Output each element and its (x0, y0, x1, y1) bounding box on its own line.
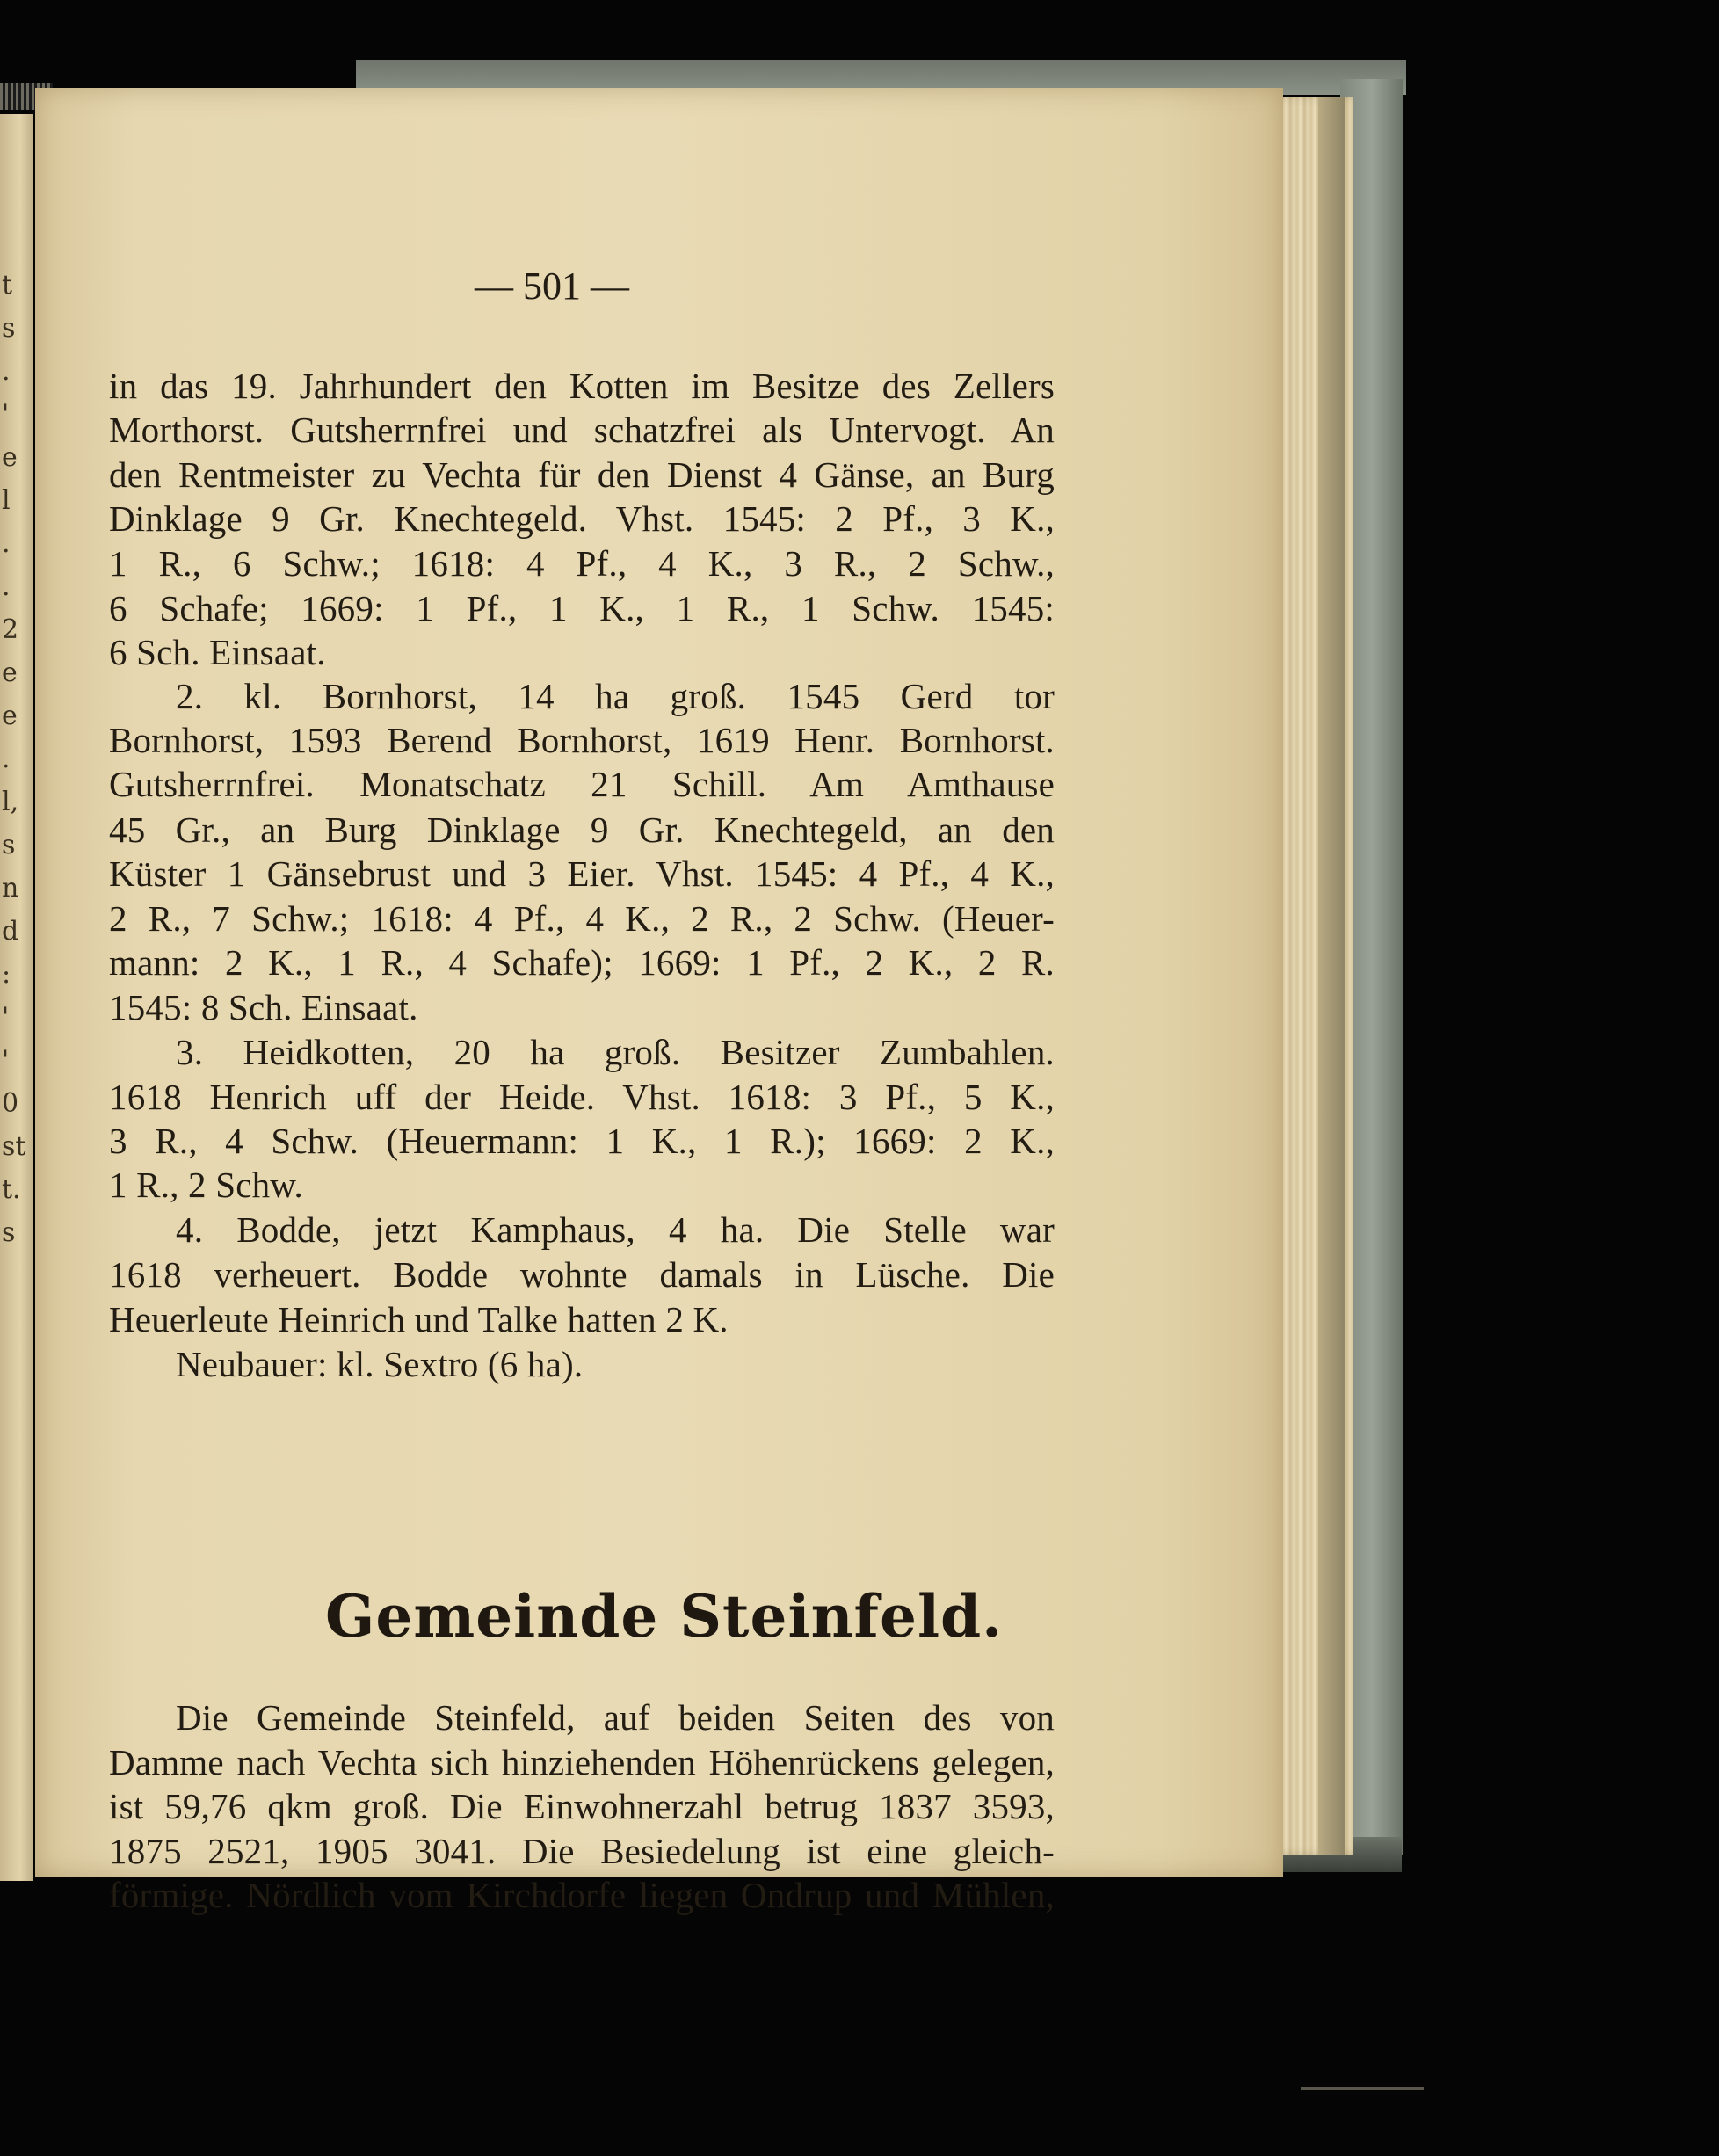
fragment: s (2, 830, 16, 860)
text-line: 1618 verheuert. Bodde wohnte damals in Lüsche. Die (109, 1254, 1055, 1295)
text-line: Die Gemeinde Steinfeld, auf beiden Seiten des von (176, 1697, 1055, 1738)
page-block-shadow (1318, 97, 1345, 1855)
text-line: den Rentmeister zu Vechta für den Dienst 4 Gänse, an Burg (109, 454, 1055, 495)
fragment: t. (2, 1174, 21, 1205)
text-line: 1875 2521, 1905 3041. Die Besiedelung ist eine gleich- (109, 1831, 1055, 1871)
fragment: n (2, 873, 19, 904)
fragment: ' (2, 1002, 10, 1033)
fragment: s (2, 313, 16, 344)
section-heading: Gemeinde Steinfeld. (325, 1582, 1004, 1651)
text-line: 6 Schafe; 1669: 1 Pf., 1 K., 1 R., 1 Schw. 1545: (109, 588, 1055, 628)
fragment: . (2, 571, 11, 602)
text-line: in das 19. Jahrhundert den Kotten im Besitze des Zellers (109, 366, 1055, 406)
fragment: t (2, 270, 13, 301)
text-line: 45 Gr., an Burg Dinklage 9 Gr. Knechtegeld, an den (109, 809, 1055, 850)
text-line: Dinklage 9 Gr. Knechtegeld. Vhst. 1545: 2 Pf., 3 K., (109, 498, 1055, 539)
fragment: ' (2, 399, 10, 430)
left-margin-fragments (2, 264, 28, 1846)
text-line: Gutsherrnfrei. Monatschatz 21 Schill. Am Amthause (109, 764, 1055, 804)
fragment: . (2, 356, 11, 387)
fragment: s (2, 1217, 16, 1248)
fragment: d (2, 916, 19, 947)
text-line: 2. kl. Bornhorst, 14 ha groß. 1545 Gerd tor (176, 676, 1055, 716)
text-line: Damme nach Vechta sich hinziehenden Höhenrückens gelegen, (109, 1742, 1055, 1782)
fragment: 2 (2, 614, 19, 645)
text-line: 4. Bodde, jetzt Kamphaus, 4 ha. Die Stelle war (176, 1209, 1055, 1250)
text-line: Heuerleute Heinrich und Talke hatten 2 K. (109, 1299, 729, 1339)
fragment: : (2, 959, 11, 990)
fragment: . (2, 744, 11, 774)
fragment: e (2, 657, 18, 688)
fragment: e (2, 701, 18, 731)
text-line: 1618 Henrich uff der Heide. Vhst. 1618: 3 Pf., 5 K., (109, 1077, 1055, 1117)
fragment: e (2, 442, 18, 473)
text-line: 2 R., 7 Schw.; 1618: 4 Pf., 4 K., 2 R., 2 Schw. (Heuer- (109, 898, 1055, 939)
text-line: förmige. Nördlich vom Kirchdorfe liegen Ondrup und Mühlen, (109, 1875, 1055, 1915)
text-line: 1545: 8 Sch. Einsaat. (109, 987, 418, 1027)
book-page (35, 88, 1283, 1915)
text-line: ist 59,76 qkm groß. Die Einwohnerzahl betrug 1837 3593, (109, 1786, 1055, 1826)
text-line: 1 R., 6 Schw.; 1618: 4 Pf., 4 K., 3 R., 2 Schw., (109, 543, 1055, 584)
text-line: mann: 2 K., 1 R., 4 Schafe); 1669: 1 Pf., 2 K., 2 R. (109, 942, 1055, 983)
text-line: Neubauer: kl. Sextro (6 ha). (176, 1344, 584, 1384)
text-line: 3 R., 4 Schw. (Heuermann: 1 K., 1 R.); 1669: 2 K., (109, 1121, 1055, 1161)
fragment: ' (2, 1045, 10, 1076)
text-line: Bornhorst, 1593 Berend Bornhorst, 1619 Henr. Bornhorst. (109, 720, 1055, 760)
text-line: 6 Sch. Einsaat. (109, 632, 326, 672)
text-line: 1 R., 2 Schw. (109, 1165, 303, 1205)
fragment: l (2, 485, 11, 516)
text-line: Küster 1 Gänsebrust und 3 Eier. Vhst. 1545: 4 Pf., 4 K., (109, 853, 1055, 894)
fragment: 0 (2, 1088, 19, 1119)
fragment: l, (2, 787, 19, 817)
text-line: 3. Heidkotten, 20 ha groß. Besitzer Zumbahlen. (176, 1032, 1055, 1072)
scan-edge-mark (1301, 2087, 1424, 2090)
fragment: st (2, 1131, 26, 1162)
page-number: — 501 — (475, 265, 629, 308)
text-line: Morthorst. Gutsherrnfrei und schatzfrei als Untervogt. An (109, 410, 1055, 450)
fragment: . (2, 528, 11, 559)
